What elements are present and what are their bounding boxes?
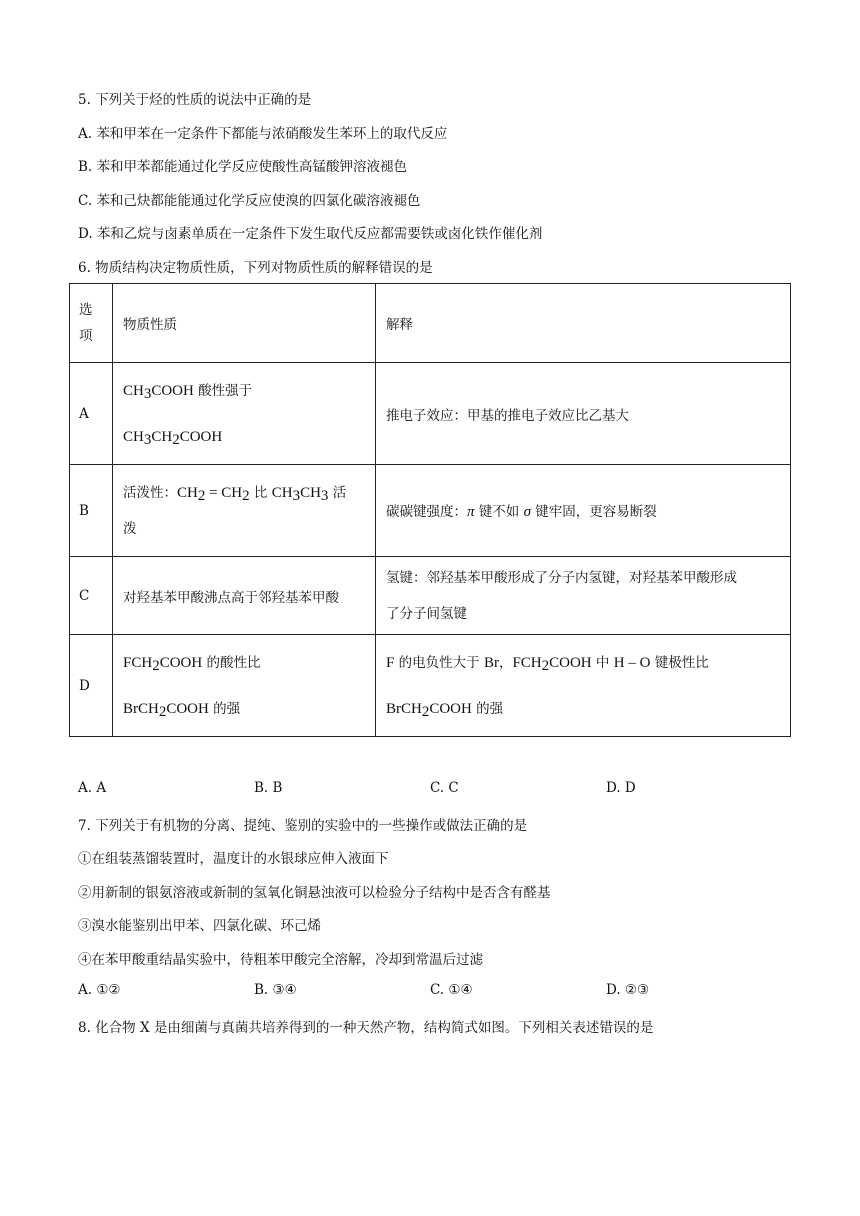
row-property: $FCH_2COOH$ 的酸性比 BrCH$_2$COOH 的强 — [113, 635, 376, 737]
header-option-cell: 选 项 — [70, 284, 113, 363]
q6-table — [69, 283, 791, 737]
q8-stem: 8. 化合物 X 是由细菌与真菌共培养得到的一种天然产物，结构简式如图。下列相关表述错误的是 — [78, 1020, 654, 1036]
q7-item-1: ①在组装蒸馏装置时，温度计的水银球应伸入液面下 — [78, 851, 389, 867]
row-property: $CH_3COOH$ 酸性强于 $CH_3CH_2COOH$ — [113, 363, 376, 465]
q6-choice-a: A. A — [78, 780, 107, 796]
q7-choice-d: D. ②③ — [606, 982, 650, 998]
table-row-b — [70, 465, 791, 557]
q7-choice-c: C. ①④ — [430, 982, 473, 998]
q7-item-4: ④在苯甲酸重结晶实验中，待粗苯甲酸完全溶解，冷却到常温后过滤 — [78, 952, 483, 968]
header-explain-cell: 解释 — [376, 284, 791, 363]
q7-choice-a: A. ①② — [78, 982, 121, 998]
row-label: B — [70, 465, 113, 557]
q6-choice-b: B. B — [254, 780, 283, 796]
table-row-d — [70, 635, 791, 737]
q5-stem: 5. 下列关于烃的性质的说法中正确的是 — [78, 92, 312, 108]
row-label: A — [70, 363, 113, 465]
q7-stem: 7. 下列关于有机物的分离、提纯、鉴别的实验中的一些操作或做法正确的是 — [78, 818, 528, 834]
q5-option-c: C. 苯和己炔都能能通过化学反应使溴的四氯化碳溶液褪色 — [78, 193, 421, 209]
q6-stem: 6. 物质结构决定物质性质，下列对物质性质的解释错误的是 — [78, 260, 433, 276]
row-property: 对羟基苯甲酸沸点高于邻羟基苯甲酸 — [113, 557, 376, 635]
header-property-cell: 物质性质 — [113, 284, 376, 363]
q5-option-b: B. 苯和甲苯都能通过化学反应使酸性高锰酸钾溶液褪色 — [78, 159, 408, 175]
row-explanation: 氢键：邻羟基苯甲酸形成了分子内氢键，对羟基苯甲酸形成 了分子间氢键 — [376, 557, 791, 635]
row-explanation: F 的电负性大于 Br，$FCH_2COOH$ 中 H – O 键极性比 BrCH$_2$COOH 的强 — [376, 635, 791, 737]
table-row-a — [70, 363, 791, 465]
q5-option-a: A. 苯和甲苯在一定条件下都能与浓硝酸发生苯环上的取代反应 — [78, 126, 448, 142]
pi-symbol: π — [467, 504, 475, 520]
table-row-c — [70, 557, 791, 635]
row-explanation: 碳碳键强度：π 键不如 σ 键牢固，更容易断裂 — [376, 465, 791, 557]
q5-option-d: D. 苯和乙烷与卤素单质在一定条件下发生取代反应都需要铁或卤化铁作催化剂 — [78, 226, 543, 242]
table-header-row — [70, 284, 791, 363]
q6-choice-c: C. C — [430, 780, 459, 796]
sigma-symbol: σ — [523, 504, 532, 520]
q7-choice-b: B. ③④ — [254, 982, 297, 998]
row-label: C — [70, 557, 113, 635]
q6-choice-d: D. D — [606, 780, 636, 796]
q7-item-3: ③溴水能鉴别出甲苯、四氯化碳、环己烯 — [78, 918, 321, 934]
q7-item-2: ②用新制的银氨溶液或新制的氢氧化铜悬浊液可以检验分子结构中是否含有醛基 — [78, 885, 551, 901]
row-property: 活泼性：$CH_2 = CH_2$ 比 $CH_3CH_3$ 活 泼 — [113, 465, 376, 557]
row-label: D — [70, 635, 113, 737]
row-explanation: 推电子效应：甲基的推电子效应比乙基大 — [376, 363, 791, 465]
